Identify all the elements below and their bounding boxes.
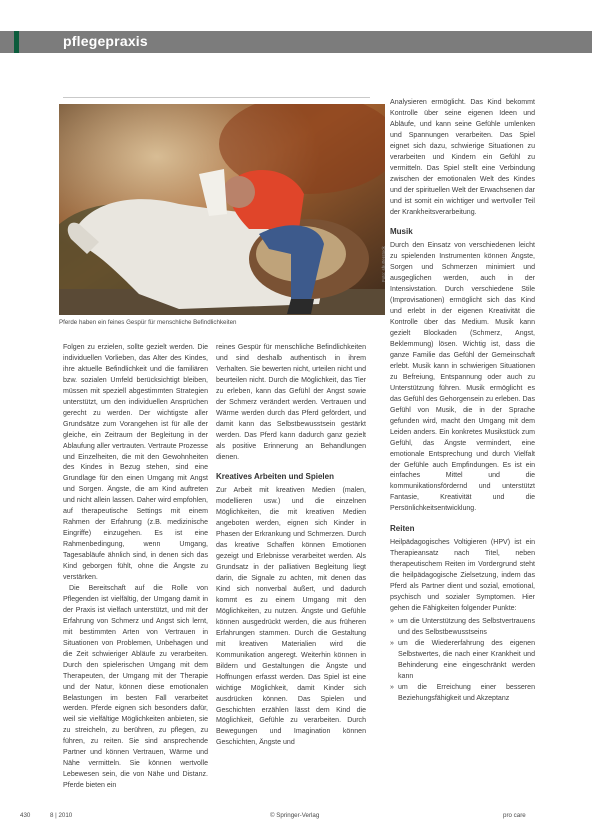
article-photo (59, 104, 385, 315)
paragraph: Durch den Einsatz von verschiedenen leicht zu spielenden Instrumenten können Ängste, Sorgen und Schmerzen minimiert und ausgeglichen werden, auch in der Intensivstation. Durch verschiedene Stile (Improvisationen) ermöglicht sich das Kind und erlebt in der eigenen Kreativität die Kontrolle über das Medium. Musik kann gezielt Blockaden (Schmerz, Angst, Beklemmung) lösen. Wichtig ist, dass die ganze Familie das Gefühl der Gemeinschaft erlebt. Musik kann in schwierigen Situationen zu Befreiung, Entspannung oder auch zu Unterstützung führen. Musik ermöglicht es das Gefühl des Gehorgensein zu erleben. Das Gefühl von Musik, die in der Sprache gefunden wird, macht den Umgang mit dem Leiden anders. Ein konkretes Musikstück zum Gefühl, das Ängste vermindert, eine emotionale Entsprechung und durch Vielfalt der Gefühle auch Empfindungen. Es ist ein einfaches Mittel und die kommunikationsfördernd und unterstützt Fantasie, Kreativität und die Persönlichkeitsentwicklung. (390, 242, 535, 513)
page-number: 430 (20, 812, 31, 819)
section-heading-musik: Musik (390, 227, 413, 237)
section-heading-kreatives: Kreatives Arbeiten und Spielen (216, 472, 334, 482)
bullet-icon: » (390, 639, 394, 647)
list-item (390, 639, 535, 683)
list-item-text: um die Wiedererfahrung des eigenen Selbstwertes, die nach einer Krankheit und Behinderung eine eingeschränkt werden kann (398, 639, 535, 680)
list-item (390, 617, 535, 639)
bullet-list (390, 617, 535, 705)
column-2 (216, 343, 366, 749)
column-3 (390, 98, 535, 705)
bullet-icon: » (390, 617, 394, 625)
section-heading-reiten: Reiten (390, 524, 415, 534)
paragraph: Die Bereitschaft auf die Rolle von Pflegenden ist vielfältig, der Umgang damit in der Praxis ist vielfach unterstützt, und mit der Erfahrung von Schmerz und Angst sich lernt, mit bestimmten Arten von Vertrauen in Situationen von Problemen, Unbehagen und die Zeit schwieriger Abläufe zu verarbeiten. Durch den spielerischen Umgang mit dem Therapeuten, der Umgang mit der Therapie und der Natur, können diese emotionalen Belastungen im besten Fall verarbeitet werden. Pferde eignen sich besonders dafür, weil sie vielfältige Möglichkeiten anbieten, sie zu streicheln, zu berühren, zu pflegen, zu führen, zu reiten. Sie sind ansprechende Partner und können Vertrauen, Wärme und Nähe vermitteln. Sie können wertvolle Lebewesen sein, die von Nähe und Distanz. Pferde bieten ein (63, 584, 208, 790)
list-item-text: um die Unterstützung des Selbstvertrauens und des Selbstbewusstseins (398, 617, 535, 636)
list-item (390, 683, 535, 705)
top-rule (63, 97, 370, 98)
section-title: pflegepraxis (63, 33, 148, 49)
header-accent-bar (14, 31, 19, 53)
paragraph: Folgen zu erzielen, sollte gezielt werden. Die individuellen Vorlieben, das Alter des Kindes, ihre aktuelle Befindlichkeit und die familiären bzw. sozialen Umfeld berücksichtigt bleiben, müssen mit speziell abgestimmten Strategien unterstützt, um den individuellen Ansprüchen gerecht zu werden. Der wichtigste aller Grundsätze zum Vorangehen ist für alle der gleiche, ein Zeitraum der Begleitung in der Ablaufung aller vertrauten. Vertraute Prozesse und Einzelheiten, die mit den Gewohnheiten des Kindes in Bezug stehen, sind eine Grundlage für den einen Umgang mit Angst und Sorgen. Ängste, die am Kind auftreten und nicht allein lassen. Daher wird empfohlen, auf therapeutische Settings mit einem Rahmen der Erfahrung (z.B. medizinische Eingriffe) einzugehen. Es ist eine Rahmenbedingung, wenn Umgang, Tagesabläufe ähnlich sind, in denen sich das Kind geborgen fühlt, ohne die Ängste zu verstärken. (63, 344, 208, 582)
list-item-text: um die Erreichung einer besseren Beziehungsfähigkeit und Akzeptanz (398, 683, 535, 702)
paragraph: reines Gespür für menschliche Befindlichkeiten und sind deshalb authentisch in ihrem Verhalten. Sie bewerten nicht, urteilen nicht und beurteilen nicht. Durch die Möglichkeit, das Tier zu erleben, kann das Gefühl der Angst sowie der Schmerz verändert werden. Vertrauen und Wärme werden durch das Pferd gefördert, und damit kann das Selbstbewusstsein gestärkt werden. Das Pferd kann dadurch ganz gezielt als positive Erinnerung an Behandlungen dienen. (216, 344, 366, 461)
issue-number: 8 | 2010 (50, 812, 73, 819)
journal-brand: pro care (503, 812, 526, 819)
publisher: © Springer-Verlag (270, 812, 320, 819)
bullet-icon: » (390, 683, 394, 691)
photo-caption: Pferde haben ein feines Gespür für menschliche Befindlichkeiten (59, 319, 237, 326)
photo-credit: Foto: shutterstock (381, 246, 386, 282)
column-1 (63, 343, 208, 792)
photo-illustration (59, 104, 385, 315)
section-header (0, 31, 592, 53)
paragraph: Heilpädagogisches Voltigieren (HPV) ist ein Therapieansatz nach Titel, neben therapeutischem Reiten im Vordergrund steht die heilpädagogische Zielsetzung, indem das Pferd als Partner dient und sozial, emotional, psychisch und sozialer Symptomen. Hier gehen die Fähigkeiten folgender Punkte: (390, 539, 535, 612)
paragraph: Zur Arbeit mit kreativen Medien (malen, modellieren usw.) und die einzelnen Möglichkeiten, die mit kreativen Medien angeboten werden, eignen sich Kinder in Phasen der Erkrankung und Schmerzen. Durch das kreative Schaffen können Emotionen gezeigt und Erlebnisse verarbeitet werden. Als Grundsatz in der palliativen Begleitung liegt darin, die Signale zu achten, mit denen das Kind sich nonverbal äußert, und dadurch kommt es zu einem Umgang mit den Möglichkeiten, zu nutzen. Ängste und Gefühle können ausgedrückt werden, die aus früheren Erfahrungen stammen. Durch die Gestaltung mit kreativen Materialien wird die Kommunikation angeregt. Weiterhin können in Bildern und Gestaltungen die Ängste und Hoffnungen erfasst werden. Das Spiel ist eine wichtige Möglichkeit, damit Kinder sich ausdrücken können. Das Spielen und Geschichten erzählen lässt dem Kind die Möglichkeit, Gefühle zu verarbeiten. Durch Bewegungen und Imagination können Geschichten, Ängste und (216, 487, 366, 747)
paragraph: Analysieren ermöglicht. Das Kind bekommt Kontrolle über seine eigenen Ideen und Abläufe, und kann seine Gefühle umlenken und Spannungen verarbeiten. Das Spiel eignet sich dazu, schwierige Situationen zu verarbeiten und Kindern ein Gefühl zu vermitteln. Das Spiel stellt eine Verbindung zwischen der emotionalen Welt des Kindes und der spirituellen Welt der Erwachsenen dar und ist somit ein wichtiger und wertvoller Teil der Krankheitsverarbeitung. (390, 99, 535, 216)
